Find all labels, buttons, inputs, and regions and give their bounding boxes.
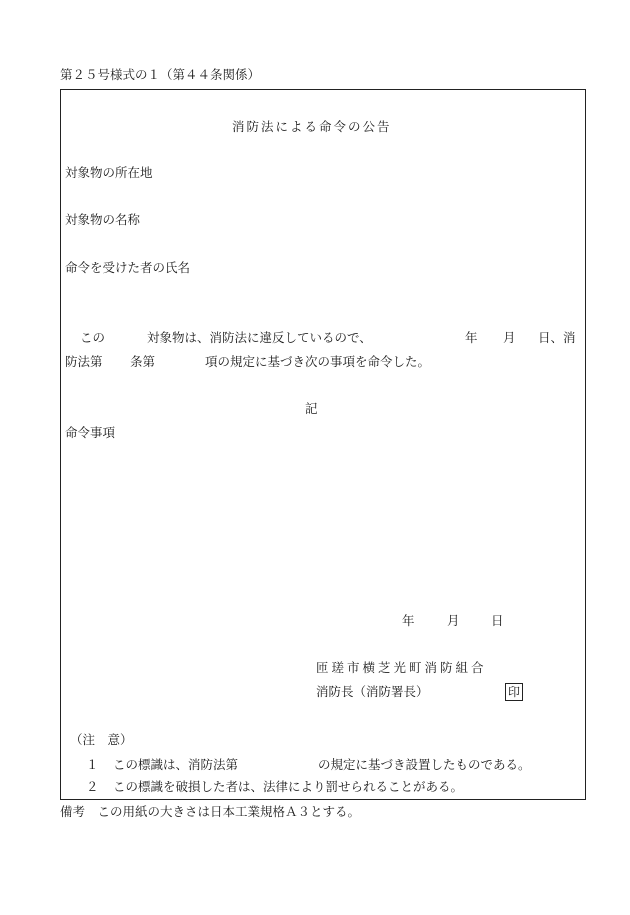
issuer-position: 消防長（消防署長） [316, 684, 429, 699]
order-items-label: 命令事項 [65, 425, 116, 440]
notes-heading: （注 意） [70, 732, 133, 747]
remarks: 備考 この用紙の大きさは日本工業規格Ａ３とする。 [60, 804, 361, 819]
body-year: 年 [465, 330, 478, 345]
note-1-text-a: この標識は、消防法第 [113, 757, 239, 772]
location-label: 対象物の所在地 [65, 165, 153, 180]
ki-marker: 記 [305, 401, 318, 416]
recipient-label: 命令を受けた者の氏名 [65, 260, 191, 275]
body-day: 日、消 [538, 330, 576, 345]
form-number: 第２５号様式の１（第４４条関係） [60, 67, 261, 82]
seal-mark [505, 683, 523, 701]
body-month: 月 [503, 330, 516, 345]
seal-icon: 印 [505, 683, 523, 701]
date-year: 年 [402, 613, 415, 628]
date-month: 月 [447, 613, 460, 628]
date-day: 日 [491, 613, 504, 628]
name-label: 対象物の名称 [65, 212, 141, 227]
note-2-text: この標識を破損した者は、法律により罰せられることがある。 [113, 779, 464, 794]
note-2-number: ２ [86, 779, 99, 794]
note-1-text-b: の規定に基づき設置したものである。 [318, 757, 531, 772]
body-clause: 条第 [130, 354, 156, 369]
issuer-organization: 匝瑳市横芝光町消防組合 [316, 660, 487, 675]
page-title: 消防法による命令の公告 [232, 119, 392, 134]
body-law-article: 防法第 [65, 354, 103, 369]
body-order-text: 項の規定に基づき次の事項を命令した。 [205, 354, 431, 369]
body-this: この [80, 330, 106, 345]
note-1-number: １ [86, 757, 99, 772]
body-violation: 対象物は、消防法に違反しているので、 [147, 330, 372, 345]
